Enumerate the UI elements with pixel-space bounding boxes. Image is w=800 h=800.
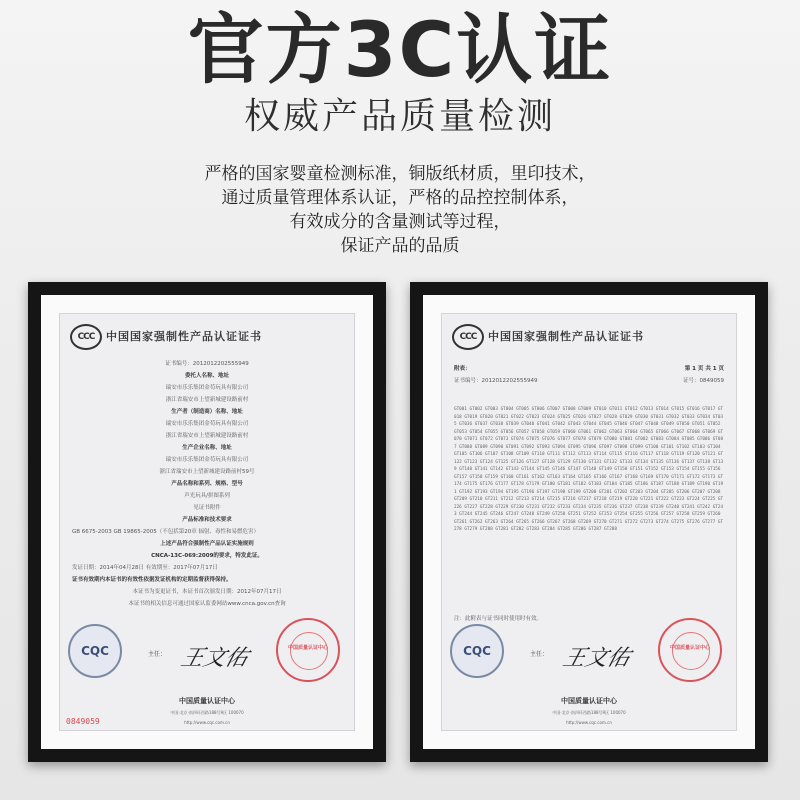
seal-text: 中国质量认证中心 xyxy=(669,645,710,651)
signature: 王文佑 xyxy=(178,646,251,671)
cert-line: 浙江省瑞安市上望新城建设路前村 xyxy=(165,397,249,403)
certificate-title: 中国国家强制性产品认证证书 xyxy=(106,330,262,343)
issuer-name: 中国质量认证中心 xyxy=(179,697,235,705)
frame-mat xyxy=(423,295,755,749)
cert-line: 见证书附件 xyxy=(193,505,221,511)
cert-number: 证书编号：2012012202555949 xyxy=(454,378,538,384)
serial-reference: 证号：0849059 xyxy=(683,378,724,384)
cert-line: 委托人名称、地址 xyxy=(184,373,229,379)
description-line: 有效成分的含量测试等过程， xyxy=(289,212,511,232)
frame-mat xyxy=(41,295,373,749)
cert-line: 瑞安市乐乐集团金苟玩具有限公司 xyxy=(165,385,249,391)
cert-line: 瑞安市乐乐集团金苟玩具有限公司 xyxy=(165,457,249,463)
ccc-logo-icon: CCC xyxy=(70,324,102,350)
certificate-title: 中国国家强制性产品认证证书 xyxy=(488,330,644,343)
issuer-address: 中国·北京·南四环西路188号9区 100070 xyxy=(170,710,244,715)
red-seal-icon xyxy=(658,618,722,682)
certificate-frame-right xyxy=(410,282,768,762)
issuer-address: 中国·北京·南四环西路188号9区 100070 xyxy=(552,710,626,715)
cert-line: CNCA-13C-069:2009的要求，特发此证。 xyxy=(151,553,263,559)
cqc-logo-icon: CQC xyxy=(450,624,504,678)
description xyxy=(0,162,800,258)
certificate-body xyxy=(72,358,342,610)
cert-line: 产品标准和技术要求 xyxy=(182,517,232,523)
cert-number: 证书编号：2012012202555949 xyxy=(165,361,249,367)
cert-line: 上述产品符合强制性产品认证实施规则 xyxy=(160,541,254,547)
page-indicator: 第 1 页 共 1 页 xyxy=(684,366,724,372)
cert-line: 生产企业名称、地址 xyxy=(182,445,232,451)
cert-line: 浙江省瑞安市上望新城建设路前村 xyxy=(165,433,249,439)
serial-number: 0849059 xyxy=(66,717,100,726)
ccc-logo-icon: CCC xyxy=(452,324,484,350)
certificate-frame-left xyxy=(28,282,386,762)
director-label: 主任： xyxy=(148,651,167,658)
cert-line: 声光玩具/拼图系列 xyxy=(184,493,230,499)
signature: 王文佑 xyxy=(560,646,633,671)
page-subtitle: 权威产品质量检测 xyxy=(243,96,556,137)
description-line: 严格的国家婴童检测标准，铜版纸材质，里印技术， xyxy=(204,164,596,184)
director-label: 主任： xyxy=(530,651,549,658)
seal-star-ring xyxy=(290,632,328,670)
issuer-url: http://www.cqc.com.cn xyxy=(184,720,230,725)
certificate-paper xyxy=(441,313,737,731)
page-title: 官方3C认证 xyxy=(187,5,613,94)
cqc-logo-icon: CQC xyxy=(68,624,122,678)
attachment-note: 注：此附表与证书同时使用时有效。 xyxy=(454,616,543,622)
seal-text: 中国质量认证中心 xyxy=(287,645,328,651)
cert-line: GB 6675-2003 GB 19865-2005（不包括第20章 辐射、毒性和易燃危害） xyxy=(72,529,260,535)
cert-line: 瑞安市乐乐集团金苟玩具有限公司 xyxy=(165,421,249,427)
cert-line: 证书有效期内本证书的有效性依据发证机构的定期监督获得保持。 xyxy=(72,577,232,583)
cert-line: 浙江省瑞安市上望新城建设路前村59号 xyxy=(159,469,255,475)
model-code-list: GT001 GT002 GT003 GT004 GT005 GT006 GT007 GT008 GT009 GT010 GT011 GT012 GT013 GT014 GT015 GT016 GT017 GT018 GT019 GT020 GT021 GT022 GT023 GT024 GT025 GT026 GT027 GT028 GT029 GT030 GT031 GT032 GT033 GT034 GT035 GT036 GT037 GT038 GT039 GT040 GT041 GT042 GT043 GT044 GT045 GT046 GT047 GT048 GT049 GT050 GT051 GT052 GT053 GT054 GT055 GT056 GT057 GT058 GT059 GT060 GT061 GT062 GT063 GT064 GT065 GT066 GT067 GT068 GT069 GT070 GT071 GT072 GT073 GT074 GT075 GT076 GT077 GT078 GT079 GT080 GT081 GT082 GT083 GT084 GT085 GT086 GT087 GT088 GT089 GT090 GT091 GT092 GT093 GT094 GT095 GT096 GT097 GT098 GT099 GT100 GT101 GT102 GT103 GT104 GT105 GT106 GT107 GT108 GT109 GT110 GT111 GT112 GT113 GT114 GT115 GT116 GT117 GT118 GT119 GT120 GT121 GT122 GT123 GT124 GT125 GT126 GT127 GT128 GT129 GT130 GT131 GT132 GT133 GT134 GT135 GT136 GT137 GT138 GT139 GT140 GT141 GT142 GT143 GT144 GT145 GT146 GT147 GT148 GT149 GT150 GT151 GT152 GT153 GT154 GT155 GT156 GT157 GT158 GT159 GT160 GT161 GT162 GT163 GT164 GT165 GT166 GT167 GT168 GT169 GT170 GT171 GT172 GT173 GT174 GT175 GT176 GT177 GT178 GT179 GT180 GT181 GT182 GT183 GT184 GT185 GT186 GT187 GT188 GT189 GT190 GT191 GT192 GT193 GT194 GT195 GT196 GT197 GT198 GT199 GT200 GT201 GT202 GT203 GT204 GT205 GT206 GT207 GT208 GT209 GT210 GT211 GT212 GT213 GT214 GT215 GT216 GT217 GT218 GT219 GT220 GT221 GT222 GT223 GT224 GT225 GT226 GT227 GT228 GT229 GT230 GT231 GT232 GT233 GT234 GT235 GT236 GT237 GT238 GT239 GT240 GT241 GT242 GT243 GT244 GT245 GT246 GT247 GT248 GT249 GT250 GT251 GT252 GT253 GT254 GT255 GT256 GT257 GT258 GT259 GT260 GT261 GT262 GT263 GT264 GT265 GT266 GT267 GT268 GT269 GT270 GT271 GT272 GT273 GT274 GT275 GT276 GT277 GT278 GT279 GT280 GT281 GT282 GT283 GT284 GT285 GT286 GT287 GT288 xyxy=(454,407,724,532)
cert-line: 产品名称和系列、规格、型号 xyxy=(171,481,243,487)
issuer-url: http://www.cqc.com.cn xyxy=(566,720,612,725)
cert-line: 本证书的相关信息可通过国家认监委网站www.cnca.gov.cn查询 xyxy=(128,601,286,607)
cert-line: 生产者（制造商）名称、地址 xyxy=(171,409,243,415)
seal-star-ring xyxy=(672,632,710,670)
description-line: 保证产品的品质 xyxy=(340,236,460,256)
issuer-name: 中国质量认证中心 xyxy=(561,697,617,705)
red-seal-icon xyxy=(276,618,340,682)
certificate-paper xyxy=(59,313,355,731)
cert-line: 本证书为变更证书，本证书首次颁发日期：2012年07月17日 xyxy=(132,589,282,595)
description-line: 通过质量管理体系认证，严格的品控控制体系， xyxy=(221,188,579,208)
cert-line: 发证日期：2014年04月28日 有效期至：2017年07月17日 xyxy=(72,565,218,571)
attachment-label: 附表： xyxy=(454,366,471,372)
